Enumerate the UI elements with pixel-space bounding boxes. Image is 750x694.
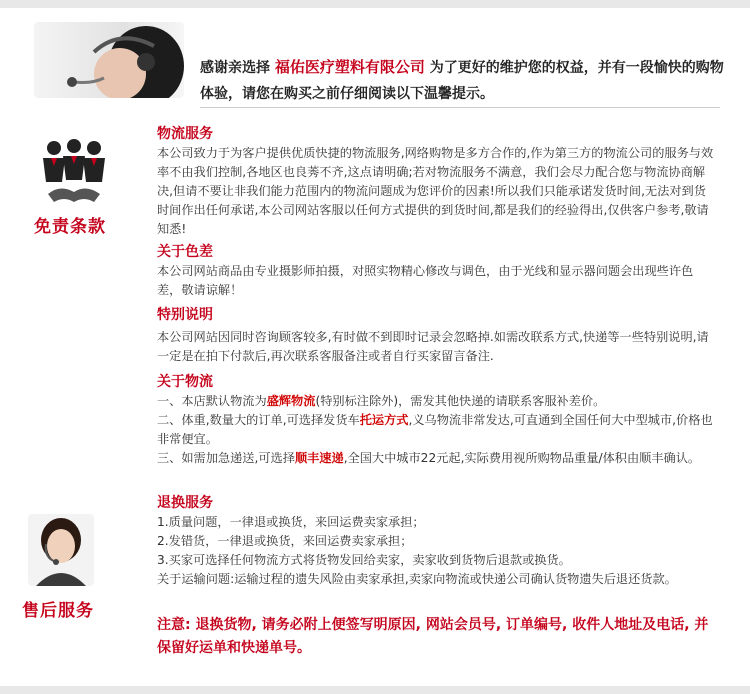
logistics-item-2 — [157, 411, 717, 449]
returns-line-2: 2.发错货，一律退或换货，来回运费卖家承担； — [157, 534, 413, 548]
logistics-item-3-after: ,全国大中城市22元起,实际费用视所购物品重量/体积由顺丰确认。 — [343, 451, 701, 465]
logistics-item-2-after: ,义乌物流非常发达,可直通到全国任何大中型城市,价格也非常便宜。 — [157, 413, 713, 446]
returns-section — [157, 493, 717, 589]
returns-line-4: 关于运输问题:运输过程的遗失风险由卖家承担,卖家向物流或快递公司确认货物遗失后退还货款。 — [157, 572, 677, 586]
returns-title: 退换服务 — [157, 495, 213, 511]
returns-line-1: 1.质量问题，一律退或换货，来回运费卖家承担； — [157, 515, 425, 529]
intro-after: 为了更好的维护您的权益，并有一段愉快的购物体验，请您在购买之前仔细阅读以下温馨提示。 — [200, 60, 724, 102]
about-logistics-title: 关于物流 — [157, 374, 213, 390]
color-difference-body: 本公司网站商品由专业摄影师拍摄，对照实物精心修改与调色，由于光线和显示器问题会出现些许色差，敬请谅解！ — [157, 264, 694, 297]
disclaimer-label: 免责条款 — [34, 217, 106, 237]
special-notes-body: 本公司网站因同时咨询顾客较多,有时做不到即时记录会忽略掉.如需改联系方式,快递等一些特别说明,请一定是在拍下付款后,再次联系客服备注或者自行买家留言备注. — [157, 330, 709, 363]
bottom-divider-bar — [0, 686, 750, 694]
color-difference-title: 关于色差 — [157, 244, 213, 260]
logistics-service-section — [157, 124, 717, 239]
returns-line-3: 3.买家可选择任何物流方式将货物发回给卖家，卖家收到货物后退款或换货。 — [157, 553, 571, 567]
logistics-item-1-before: 一、本店默认物流为 — [157, 394, 267, 408]
logistics-item-1-highlight: 盛辉物流 — [266, 394, 316, 408]
logistics-item-3 — [157, 449, 717, 468]
logistics-item-2-highlight: 托运方式 — [359, 413, 409, 427]
header-divider — [200, 107, 720, 108]
logistics-item-3-highlight: 顺丰速递 — [294, 451, 344, 465]
logistics-item-2-before: 二、体重,数量大的订单,可选择发货车 — [157, 413, 360, 427]
top-divider-bar — [0, 0, 750, 8]
after-sales-label: 售后服务 — [22, 601, 94, 621]
logistics-item-1-after: (特别标注除外)，需发其他快递的请联系客服补差价。 — [315, 394, 606, 408]
business-handshake-icon — [34, 138, 114, 208]
special-notes-title: 特别说明 — [157, 307, 213, 323]
special-notes-section — [157, 305, 717, 366]
header-intro-text — [200, 54, 730, 107]
logistics-item-1 — [157, 392, 717, 411]
logistics-service-title: 物流服务 — [157, 126, 213, 142]
returns-notice: 注意: 退换货物, 请务必附上便签写明原因, 网站会员号, 订单编号, 收件人地址及电话, 并保留好运单和快递单号。 — [157, 617, 709, 656]
logistics-item-3-before: 三、如需加急递送,可选择 — [157, 451, 295, 465]
after-sales-agent-photo — [28, 514, 94, 586]
about-logistics-section — [157, 372, 717, 468]
company-name: 福佑医疗塑料有限公司 — [274, 58, 425, 76]
color-difference-section — [157, 242, 717, 300]
customer-service-headset-photo — [34, 22, 184, 98]
logistics-service-body: 本公司致力于为客户提供优质快捷的物流服务,网络购物是多方合作的,作为第三方的物流公司的服务与效率不由我们控制,各地区也良莠不齐,这点请明确;若对物流服务不满意，我们会尽力配合您与物流协商解决,但请不要让非我们能力范围内的物流问题成为您评价的因素!所以我们只能承诺发货时间,无法对到货时间作出任何承诺,本公司网站客服以任何方式提供的到货时间,都是我们的经验得出,仅供客户参考,敬请知悉! — [157, 146, 714, 236]
intro-before: 感谢亲选择 — [200, 60, 270, 76]
